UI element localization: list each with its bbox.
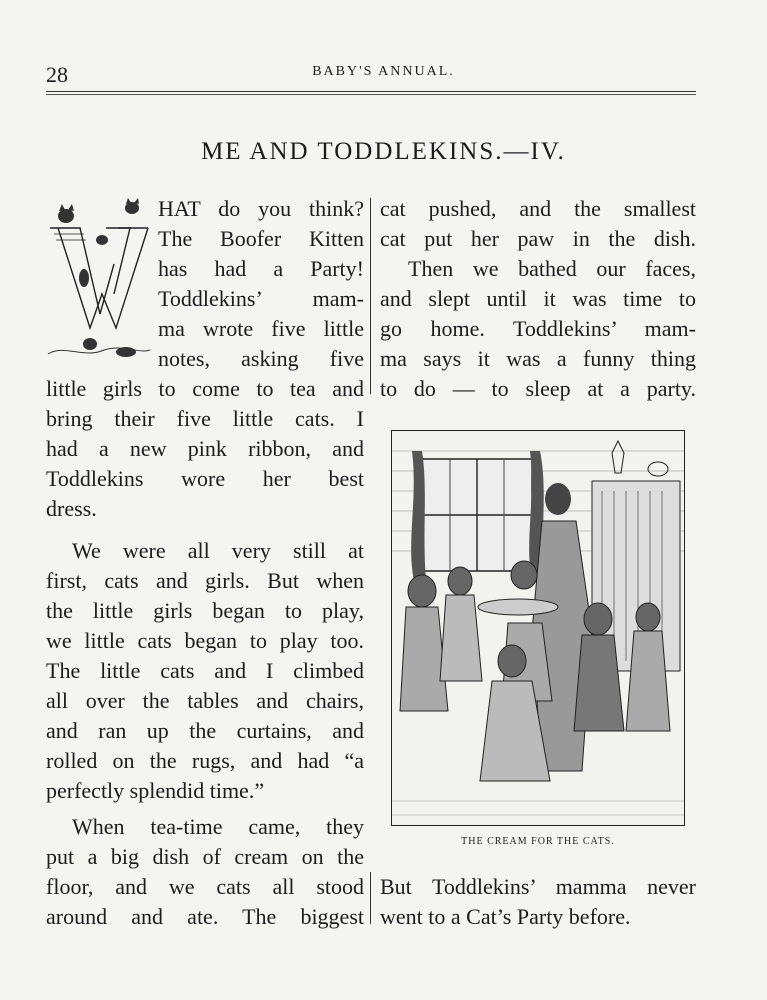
text-line: The Boofer Kitten: [158, 226, 364, 251]
text-line: dress.: [46, 496, 97, 521]
column-divider: [370, 198, 371, 394]
text-line: around and ate. The biggest: [46, 904, 364, 929]
text-line: we little cats began to play too.: [46, 628, 364, 653]
text-line: HAT do you think?: [158, 196, 364, 221]
running-head: BABY'S ANNUAL.: [312, 64, 455, 79]
dropcap-w-illustration: [44, 194, 152, 364]
text-line: had a new pink ribbon, and: [46, 436, 364, 461]
text-line: cat put her paw in the dish.: [380, 226, 696, 251]
text-line: go home. Toddlekins’ mam-: [380, 316, 696, 341]
figure-caption: THE CREAM FOR THE CATS.: [461, 836, 615, 847]
text-line: But Toddlekins’ mamma never: [380, 874, 696, 899]
text-line: cat pushed, and the smallest: [380, 196, 696, 221]
text-line: little girls to come to tea and: [46, 376, 364, 401]
text-line: put a big dish of cream on the: [46, 844, 364, 869]
text-line: has had a Party!: [158, 256, 364, 281]
text-line: went to a Cat’s Party before.: [380, 904, 631, 929]
page-number: 28: [46, 62, 68, 87]
text-line: and ran up the curtains, and: [46, 718, 364, 743]
illustration-drawing: [392, 431, 684, 825]
header-rule: [46, 91, 696, 92]
chapter-title: ME AND TODDLEKINS.—IV.: [201, 138, 566, 165]
text-line: the little girls began to play,: [46, 598, 364, 623]
text-line: When tea-time came, they: [72, 814, 364, 839]
column-divider: [370, 872, 371, 924]
text-line: Toddlekins wore her best: [46, 466, 364, 491]
text-line: to do — to sleep at a party.: [380, 376, 696, 401]
text-line: Then we bathed our faces,: [408, 256, 696, 281]
engraving-illustration: [391, 430, 685, 826]
text-line: and slept until it was time to: [380, 286, 696, 311]
text-line: Toddlekins’ mam-: [158, 286, 364, 311]
text-line: The little cats and I climbed: [46, 658, 364, 683]
text-line: ma wrote five little: [158, 316, 364, 341]
text-line: ma says it was a funny thing: [380, 346, 696, 371]
text-line: notes, asking five: [158, 346, 364, 371]
header-rule-thin: [46, 94, 696, 95]
text-line: bring their five little cats. I: [46, 406, 364, 431]
text-line: first, cats and girls. But when: [46, 568, 364, 593]
text-line: perfectly splendid time.”: [46, 778, 265, 803]
text-line: floor, and we cats all stood: [46, 874, 364, 899]
text-line: We were all very still at: [72, 538, 364, 563]
text-line: all over the tables and chairs,: [46, 688, 364, 713]
text-line: rolled on the rugs, and had “a: [46, 748, 364, 773]
